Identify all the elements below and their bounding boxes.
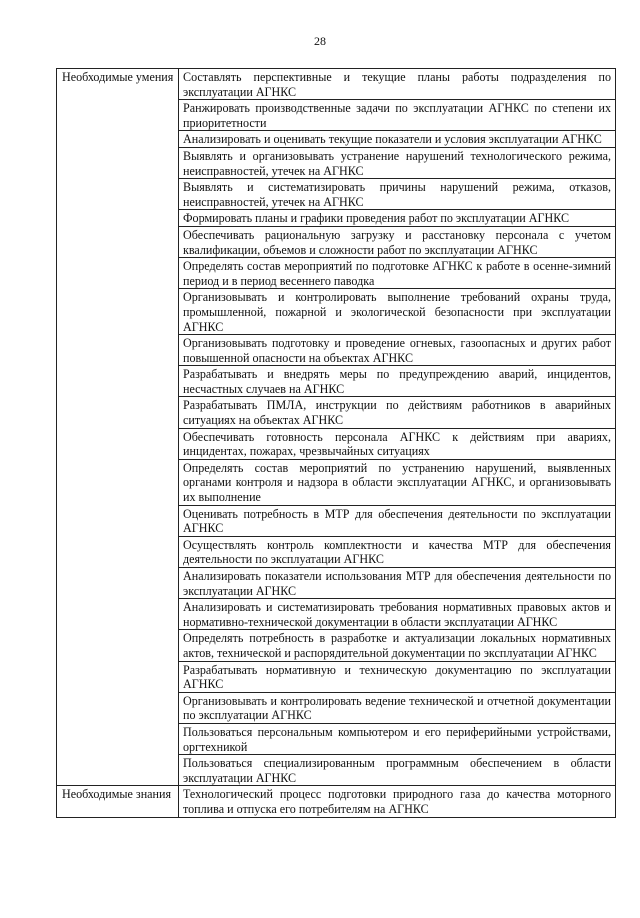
requirement-item: Организовывать подготовку и проведение огневых, газоопасных и других работ повышенной опасности на объектах АГНКС: [179, 335, 616, 366]
section-label-cell: [57, 599, 179, 630]
requirement-item: Определять состав мероприятий по устранению нарушений, выявленных органами контроля и надзора в области эксплуатации АГНКС, и организовывать их выполнение: [179, 459, 616, 505]
requirement-item: Анализировать и оценивать текущие показатели и условия эксплуатации АГНКС: [179, 131, 616, 148]
table-row: [57, 568, 616, 599]
table-row: [57, 210, 616, 227]
section-label-cell: [57, 226, 179, 257]
requirement-item: Обеспечивать готовность персонала АГНКС к действиям при авариях, инцидентах, пожарах, чрезвычайных ситуациях: [179, 428, 616, 459]
table-row: [57, 397, 616, 428]
table-row: [57, 755, 616, 786]
section-label-cell: Необходимые знания: [57, 786, 179, 817]
table-row: [57, 428, 616, 459]
table-row: [57, 147, 616, 178]
requirement-item: Составлять перспективные и текущие планы работы подразделения по эксплуатации АГНКС: [179, 69, 616, 100]
section-label-cell: [57, 100, 179, 131]
requirements-table: [56, 68, 616, 818]
requirement-item: Организовывать и контролировать выполнение требований охраны труда, промышленной, пожарной и экологической безопасности при эксплуатации АГНКС: [179, 289, 616, 335]
requirements-table-body: [57, 69, 616, 818]
section-label-cell: [57, 428, 179, 459]
section-label-cell: [57, 147, 179, 178]
requirement-item: Осуществлять контроль комплектности и качества МТР для обеспечения деятельности по эксплуатации АГНКС: [179, 536, 616, 567]
requirement-item: Оценивать потребность в МТР для обеспечения деятельности по эксплуатации АГНКС: [179, 505, 616, 536]
requirement-item: Анализировать и систематизировать требования нормативных правовых актов и нормативно-технической документации в области эксплуатации АГНКС: [179, 599, 616, 630]
requirement-item: Выявлять и систематизировать причины нарушений режима, отказов, неисправностей, утечек на АГНКС: [179, 179, 616, 210]
table-row: [57, 289, 616, 335]
table-row: [57, 179, 616, 210]
section-label-cell: Необходимые умения: [57, 69, 179, 100]
section-label-cell: [57, 366, 179, 397]
section-label-cell: [57, 179, 179, 210]
requirement-item: Организовывать и контролировать ведение технической и отчетной документации по эксплуатации АГНКС: [179, 692, 616, 723]
requirement-item: Пользоваться специализированным программным обеспечением в области эксплуатации АГНКС: [179, 755, 616, 786]
table-row: [57, 131, 616, 148]
table-row: [57, 630, 616, 661]
table-row: [57, 536, 616, 567]
requirement-item: Определять состав мероприятий по подготовке АГНКС к работе в осенне-зимний период и в период весеннего паводка: [179, 258, 616, 289]
requirement-item: Разрабатывать ПМЛА, инструкции по действиям работников в аварийных ситуациях на объектах АГНКС: [179, 397, 616, 428]
table-row: [57, 226, 616, 257]
requirement-item: Разрабатывать и внедрять меры по предупреждению аварий, инцидентов, несчастных случаев на АГНКС: [179, 366, 616, 397]
table-row: [57, 599, 616, 630]
section-label-cell: [57, 505, 179, 536]
table-row: [57, 723, 616, 754]
section-label-cell: [57, 210, 179, 227]
table-row: [57, 505, 616, 536]
table-row: [57, 661, 616, 692]
section-label-cell: [57, 397, 179, 428]
section-label-cell: [57, 258, 179, 289]
table-row: [57, 100, 616, 131]
requirement-item: Ранжировать производственные задачи по эксплуатации АГНКС по степени их приоритетности: [179, 100, 616, 131]
section-label-cell: [57, 661, 179, 692]
requirement-item: Анализировать показатели использования МТР для обеспечения деятельности по эксплуатации АГНКС: [179, 568, 616, 599]
section-label-cell: [57, 459, 179, 505]
requirement-item: Определять потребность в разработке и актуализации локальных нормативных актов, технической и распорядительной документации по эксплуатации АГНКС: [179, 630, 616, 661]
section-label-cell: [57, 568, 179, 599]
requirement-item: Формировать планы и графики проведения работ по эксплуатации АГНКС: [179, 210, 616, 227]
section-label-cell: [57, 335, 179, 366]
table-row: [57, 786, 616, 817]
requirement-item: Технологический процесс подготовки природного газа до качества моторного топлива и отпуска его потребителям на АГНКС: [179, 786, 616, 817]
table-row: [57, 366, 616, 397]
section-label-cell: [57, 289, 179, 335]
section-label-cell: [57, 723, 179, 754]
table-row: [57, 258, 616, 289]
table-row: [57, 335, 616, 366]
section-label-cell: [57, 692, 179, 723]
section-label-cell: [57, 630, 179, 661]
table-row: [57, 692, 616, 723]
section-label-cell: [57, 755, 179, 786]
table-row: [57, 459, 616, 505]
requirement-item: Обеспечивать рациональную загрузку и расстановку персонала с учетом квалификации, объемов и сложности работ по эксплуатации АГНКС: [179, 226, 616, 257]
requirement-item: Разрабатывать нормативную и техническую документацию по эксплуатации АГНКС: [179, 661, 616, 692]
section-label-cell: [57, 536, 179, 567]
section-label-cell: [57, 131, 179, 148]
requirement-item: Пользоваться персональным компьютером и его периферийными устройствами, оргтехникой: [179, 723, 616, 754]
page-number: 28: [314, 34, 326, 48]
table-row: [57, 69, 616, 100]
requirement-item: Выявлять и организовывать устранение нарушений технологического режима, неисправностей, утечек на АГНКС: [179, 147, 616, 178]
